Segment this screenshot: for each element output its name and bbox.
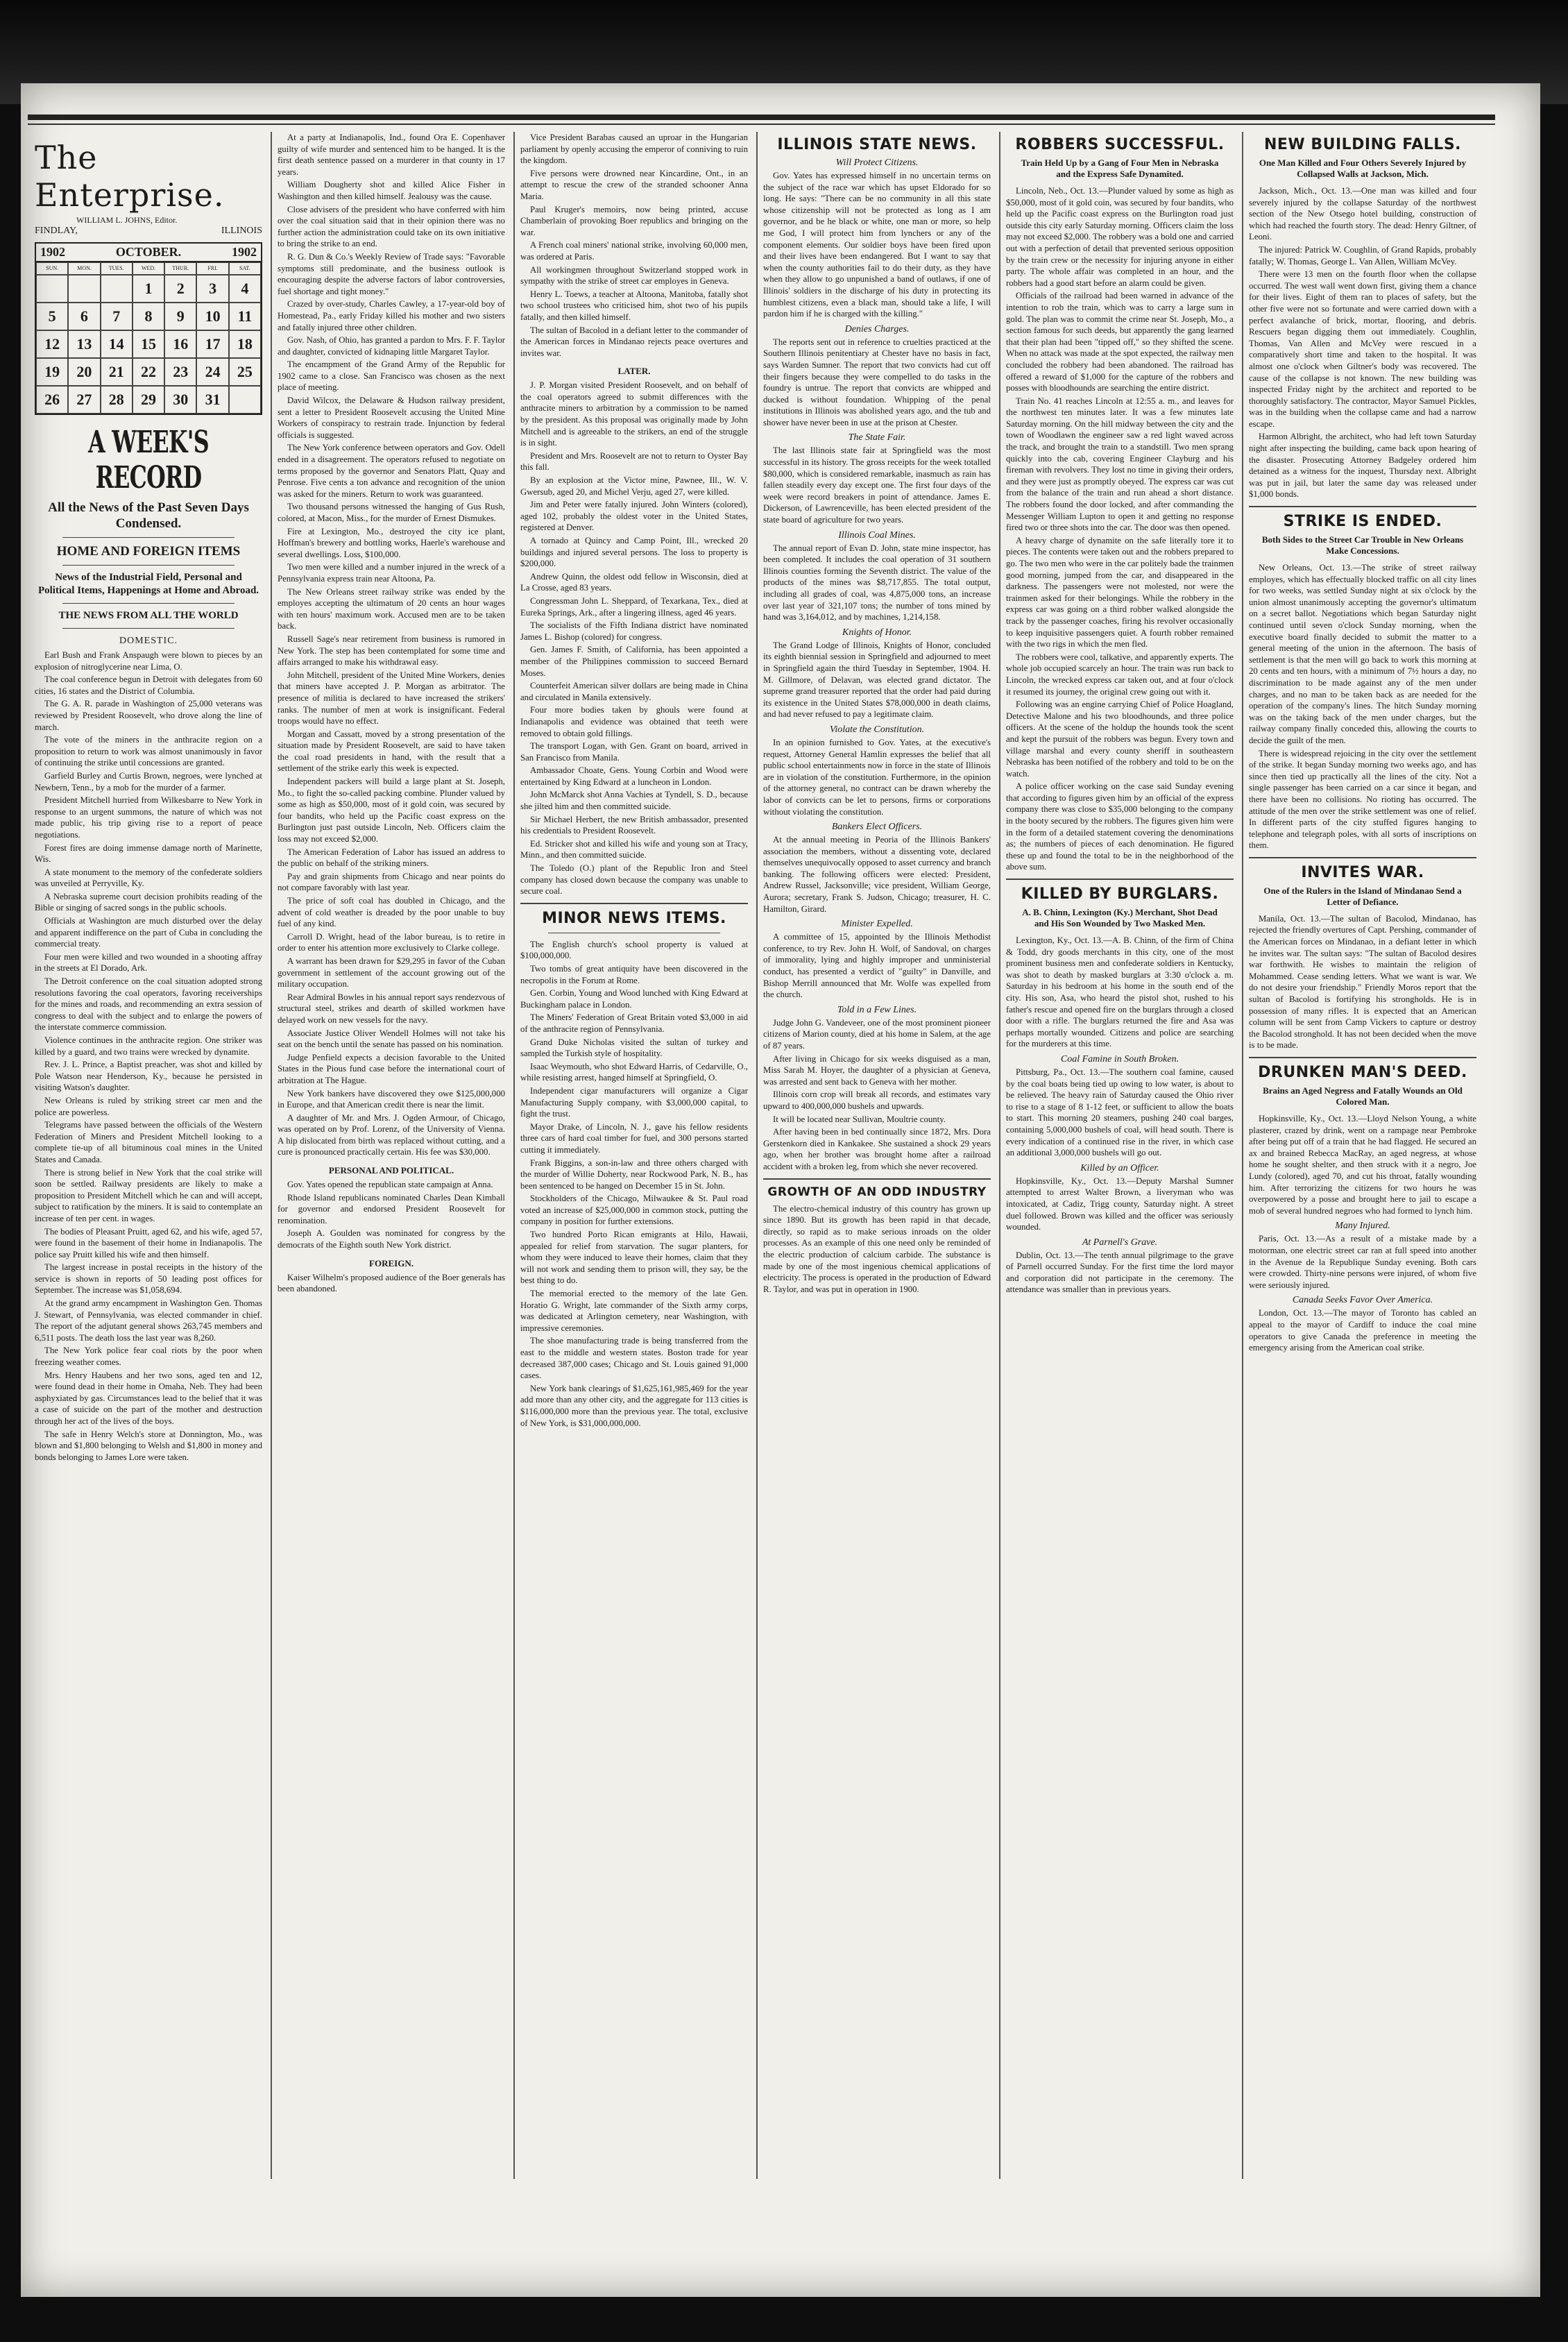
calendar-day-cell: 3 [196,275,228,303]
column-2 [278,132,505,2186]
personal-paragraphs [278,1179,505,1251]
illinois-paragraphs-3 [763,445,991,525]
article-paragraph: Two thousand persons witnessed the hanging of Gus Rush, colored, at Macon, Miss., for the murder of Ernest Dismukes. [278,502,505,523]
article-paragraph: Four more bodies taken by ghouls were found at Indianapolis and evidence was obtained that teeth were removed to obtain gold fillings. [520,705,748,738]
divider [1249,857,1476,858]
coal-famine-paragraphs [1006,1067,1234,1159]
article-paragraph: The New Orleans street railway strike was ended by the employes accepting the ultimatum of 20 cents an hour wages with ten hours' maximum work. Accused men are to be taken back. [278,586,505,631]
article-paragraph: After living in Chicago for six weeks disguised as a man, Miss Sarah M. Hoyer, the daughter of a physician at Geneva, was arrested and sent back to Geneva with her mother. [763,1053,991,1087]
calendar-day-cell: 2 [164,275,196,303]
article-paragraph: Hopkinsville, Ky., Oct. 13.—Lloyd Nelson Young, a white plasterer, crazed by drink, went on a rampage near Pembroke after being put off of a train that he had flagged. He secured an ax and brained Rebecca MacRay, an aged negress, at whose home he sought shelter, and then struck with it a negro, Joe Lundy (colored), aged 70, and cut his throat, fatally wounding him. After terrorizing the citizens for two hours he was overpowered by a posse and brought here to jail to escape a mob of several hundred negroes who had formed to lynch him. [1249,1114,1476,1216]
calendar-day-cell: 8 [133,303,164,330]
calendar-day-cell: 20 [68,358,100,386]
article-paragraph: The Toledo (O.) plant of the Republic Iron and Steel company has closed down because the company was unable to secure coal. [520,863,748,897]
later-heading: LATER. [617,366,651,377]
article-paragraph: Sir Michael Herbert, the new British ambassador, presented his credentials to President Roosevelt. [520,814,748,836]
divider [62,603,235,604]
column-divider [756,132,758,2179]
calendar-day-cell: 29 [133,386,164,414]
article-paragraph: Forest fires are doing immense damage north of Marinette, Wis. [35,842,262,865]
article-paragraph: R. G. Dun & Co.'s Weekly Review of Trade says: "Favorable symptoms still predominate, and the business outlook is encouraging despite the adverse factors of labor controversies, fuel shortage and tight money." [278,251,505,296]
column-divider [513,132,515,2179]
article-paragraph: Crazed by over-study, Charles Cawley, a 17-year-old boy of Homestead, Pa., early Friday killed his mother and two sisters and fatally injured three other children. [278,299,505,332]
minor-paragraphs [520,939,748,1429]
article-paragraph: New York bank clearings of $1,625,161,985,469 for the year add more than any other city, and the aggregate for 113 cities is $116,000,000 more than the previous year. The total, exclusive of New York, is $31,000,000,000. [520,1383,748,1428]
col2-paragraphs [278,132,505,1158]
subhead-bankers: Bankers Elect Officers. [831,822,923,833]
calendar-day-cell [101,275,133,303]
strike-ended-heading: STRIKE IS ENDED. [1283,513,1442,531]
article-paragraph: The New York police fear coal riots by the poor when freezing weather comes. [35,1346,262,1368]
calendar-day-name: WED. [133,262,164,275]
canada-paragraphs [1249,1307,1476,1353]
article-paragraph: A committee of 15, appointed by the Illinois Methodist conference, to try Rev. John H. Wolf, of Sandoval, on charges of immorality, lying and highly improper and unministerial conduct, has presented a verdict of "guilty" in Danville, and Bishop Merrill announced that Mr. Wolfe was expelled from the church. [763,932,991,1000]
weeks-record-headline: A WEEK'S RECORD [88,425,209,495]
article-paragraph: The safe in Henry Welch's store at Donnington, Mo., was blown and $1,800 belonging to Welsh and $1,800 in money and bonds belonging to James Lore were taken. [35,1429,262,1462]
article-paragraph: John Mitchell, president of the United Mine Workers, denies that miners have accepted J. P. Morgan as arbitrator. The presence of militia is declared to have increased the strikers' ranks. The number of men at work is insignificant. Federal troops would have no effect. [278,670,505,727]
calendar-day-name: TUES. [101,262,133,275]
article-paragraph: Carroll D. Wright, head of the labor bureau, is to retire in order to enter his attention more exclusively to Clarke college. [278,931,505,953]
article-paragraph: There were 13 men on the fourth floor when the collapse occurred. The west wall went down first, giving them a chance for their lives. Eight of them ran to places of safety, but the other five were not so fortunate and were carried down with a perfect avalanche of brick, mortar, flooring, and debris. Rescuers began digging them out immediately. Coughlin, Thomas, Van Allen and McVey were rescued in a comparatively short time and taken to the hospital. It was almost one o'clock when Giltner's body was recovered. The cause of the collapse is not known. The new building was inspected Friday night by the architect and reported to be thoroughly satisfactory. The contractor, Mayor Samuel Pickles, was in the building when the collapse came and had a narrow escape. [1249,269,1476,429]
article-paragraph: Manila, Oct. 13.—The sultan of Bacolod, Mindanao, has rejected the friendly overtures of Capt. Pershing, commander of the American forces on Mindanao, in a defiant letter in which he invites war. The sultan says: "The sultan of Bacolod desires war forthwith. He wishes to maintain the religion of Mohammed. Cease sending letters. What we want is war. We do not desire your friendship." Friendly Moros report that the sultan of Bacolod is fortifying his strongholds. He is in possession of many rifles. It is expected that an American column will be sent from Camp Vickers to capture or destroy the Bacolod stronghold. It has not been decided when the move is to be made. [1249,913,1476,1051]
article-paragraph: Mayor Drake, of Lincoln, N. J., gave his fellow residents three cars of hard coal timber for fuel, and 300 persons started cutting it immediately. [520,1121,748,1155]
odd-industry-heading: GROWTH OF AN ODD INDUSTRY [767,1185,987,1199]
top-rule-thin [28,124,1495,125]
drunken-man-heading: DRUNKEN MAN'S DEED. [1258,1064,1467,1081]
divider [62,537,235,538]
article-paragraph: The sultan of Bacolod in a defiant letter to the commander of the American forces in Mindanao rejects peace overtures and invites war. [520,325,748,358]
war-paragraphs [1249,913,1476,1051]
col1-paragraphs [35,650,262,1463]
article-paragraph: New York bankers have discovered they owe $125,000,000 in Europe, and that American credit there is near the limit. [278,1088,505,1110]
article-paragraph: A state monument to the memory of the confederate soldiers was unveiled at Perryville, Ky. [35,867,262,889]
subhead-coal-mines: Illinois Coal Mines. [838,529,916,541]
article-paragraph: John McMarck shot Anna Vachies at Tyndell, S. D., because she jilted him and then committed suicide. [520,790,748,812]
article-paragraph: A police officer working on the case said Sunday evening that according to figures given him by an official of the express company there was close to $35,000 belonging to the company in the booty secured by the robbers. The figures given him were in the form of a detailed statement covering the denominations as; the numbers of pieces of each denomination. He figured these up and found the total to be in the neighborhood of the above sum. [1006,781,1234,872]
article-paragraph: A Nebraska supreme court decision prohibits reading of the Bible or singing of sacred songs in the public schools. [35,891,262,913]
building-falls-heading: NEW BUILDING FALLS. [1263,136,1462,153]
article-paragraph: Gov. Yates has expressed himself in no uncertain terms on the subject of the race war which has upset Eldorado for so long. He says: "There can be no community in all this state whose citizenship will not be protected as long as I am governor, and be he black or white, one man or more, so help me God, I will protect him from lynchers or any of the component elements. Our soldier boys have been fired upon and their lives have been endangered. But I want to say that when the county authorities fail to do their duty, as they have when they allow to go unpunished a band of outlaws, if one of Illinois' soldiers in the discharge of his duty in protecting its humblest citizens, even a black man, should take a life, I will pardon him if he is charged with the killing." [763,171,991,319]
illinois-paragraphs-1 [763,170,991,320]
article-paragraph: Isaac Weymouth, who shot Edward Harris, of Cedarville, O., while resisting arrest, hanged himself at Springfield, O. [520,1061,748,1083]
calendar-day-name: SUN. [36,262,68,275]
article-paragraph: A French coal miners' national strike, involving 60,000 men, was ordered at Paris. [520,240,748,262]
subhead-few-lines: Told in a Few Lines. [837,1004,917,1015]
article-paragraph: Judge John G. Vandeveer, one of the most prominent pioneer citizens of Marion county, died at his home in Salem, at the age of 87 years. [763,1017,991,1051]
article-paragraph: New Orleans, Oct. 13.—The strike of street railway employes, which has effectually blocked traffic on all city lines for two weeks, was settled Sunday night at six o'clock by the union almost unanimously accepting the governor's ultimatum on a secret ballot. Negotiations which began Saturday night continued until seven o'clock Sunday morning, when the executive board finally decided to submit the matter to a general meeting of the union in the afternoon. The basis of settlement is that the men will go back to work this morning at 20 cents and ten hours, with a minimum of 7½ hours a day, no discrimination to be made against any of the men under charges, and no man to be taken back as are needed for the operation of the company's lines. The hitch Sunday morning was on the taking back of the men under charges, but the railway company finally conceded this, allowing the courts to decide the guilt of the men. [1249,563,1476,745]
killed-by-burglars-subhead: A. B. Chinn, Lexington (Ky.) Merchant, Shot Dead and His Son Wounded by Two Masked Men. [1022,907,1218,929]
article-paragraph: Joseph A. Goulden was nominated for congress by the democrats of the Eighth south New York district. [278,1228,505,1250]
calendar-day-cell: 31 [196,386,228,414]
article-paragraph: The Detroit conference on the coal situation adopted strong resolutions favoring the coal operators, favoring receiverships for the mines and roads, and recommending an extra session of congress to deal with the subject and to enlarge the powers of the interstate commerce commission. [35,976,262,1033]
article-paragraph: Stockholders of the Chicago, Milwaukee & St. Paul road voted an increase of $25,000,000 in common stock, putting the company in position for further extensions. [520,1194,748,1227]
calendar-day-cell [68,275,100,303]
column-1 [35,132,262,2186]
minor-news-heading: MINOR NEWS ITEMS. [542,909,726,927]
calendar-day-cell: 19 [36,358,68,386]
foreign-paragraphs [278,1272,505,1295]
calendar-day-cell: 17 [196,330,228,358]
article-paragraph: The G. A. R. parade in Washington of 25,000 veterans was reviewed by President Roosevelt, who drove along the line of march. [35,699,262,732]
article-paragraph: The encampment of the Grand Army of the Republic for 1902 came to a close. San Francisco was chosen as the next place of meeting. [278,359,505,393]
article-paragraph: Following was an engine carrying Chief of Police Hoagland, Detective Malone and his two bloodhounds, and three police officers. At the scene of the holdup the hounds took the scent and kept the pursuit of the robbers was begun. Every town and village marshal and every county sheriff in southeastern Nebraska has been notified of the robbery and told to be on the watch. [1006,699,1234,779]
article-paragraph: Four men were killed and two wounded in a shooting affray in the streets at El Dorado, Ark. [35,951,262,974]
robbers-subhead: Train Held Up by a Gang of Four Men in Nebraska and the Express Safe Dynamited. [1021,158,1219,179]
article-paragraph: Pittsburg, Pa., Oct. 13.—The southern coal famine, caused by the coal boats being tied up owing to low water, is about to be relieved. The heavy rain of Saturday caused the Ohio river to rise to a stage of 8 1-12 feet, or sufficient to allow the boats to start. This morning 20 steamers, pushing 240 coal barges, containing 5,000,000 bushels of coal, will head south. There is every indication of a continued rise in the river, in which case an additional 3,000,000 bushels will go out. [1006,1067,1234,1158]
odd-industry-paragraphs [763,1203,991,1296]
calendar-day-cell: 24 [196,358,228,386]
column-divider [271,132,272,2179]
article-paragraph: J. P. Morgan visited President Roosevelt, and on behalf of the coal operators agreed to submit differences with the anthracite miners to arbitration by a commission to be named by the president. As this proposal was originally made by John Mitchell and is agreeable to the strikers, an end of the struggle is in sight. [520,380,748,448]
article-paragraph: A daughter of Mr. and Mrs. J. Ogden Armour, of Chicago, was operated on by Prof. Lorenz, of the University of Vienna. A hip dislocated from birth was replaced without cutting, and a cure is pronounced practically certain. His fee was $30,000. [278,1112,505,1157]
article-paragraph: The price of soft coal has doubled in Chicago, and the advent of cold weather is dreaded by the poor unable to buy fuel of any kind. [278,896,505,929]
article-paragraph: After having been in bed continually since 1872, Mrs. Dora Gerstenkorn died in Kankakee. She sustained a shock 29 years ago, when her brother was brought home after a railroad accident with a broken leg, from which she never recovered. [763,1127,991,1171]
article-paragraph: Illinois corn crop will break all records, and estimates vary upward to 400,000,000 bushels and upwards. [763,1089,991,1111]
section-heading: THE NEWS FROM ALL THE WORLD [58,610,239,621]
calendar-day-cell: 5 [36,303,68,330]
article-paragraph: Gov. Nash, of Ohio, has granted a pardon to Mrs. F. F. Taylor and daughter, convicted of kidnaping little Margaret Taylor. [278,335,505,357]
article-paragraph: The coal conference begun in Detroit with delegates from 60 cities, 16 states and the District of Columbia. [35,674,262,696]
article-paragraph: The shoe manufacturing trade is being transferred from the east to the middle and western states. Boston trade for year decreased 387,000 cases; Chicago and St. Louis gained 91,000 cases. [520,1336,748,1381]
article-paragraph: There is widespread rejoicing in the city over the settlement of the strike. It began Sunday morning two weeks ago, and has since then tied up practically all the lines of the city. Not a single passenger has been carried on a car since it began, and there have been no collisions. No rioting has occurred. The attitude of the men over the strike settlement was one of relief. In different parts of the city stuffed figures hanging to telephone and telegraph poles, with all sorts of inscriptions on them. [1249,748,1476,851]
article-paragraph: New Orleans is ruled by striking street car men and the police are powerless. [35,1095,262,1117]
article-paragraph: Train No. 41 reaches Lincoln at 12:55 a. m., and leaves for the northwest ten minutes later. It was a few minutes late Saturday morning. On the hill midway between the city and the town of Woodlawn the engineer saw a red light waved across the track, and brought the train to a standstill. Two men sprang quickly into the cab, covering Engineer Clayburg and his fireman with revolvers. They lost no time in giving their orders, and they were just as promptly obeyed. The express car was cut from the balance of the train and run ahead a short distance. The robbers found the door locked, and after commanding the Messenger William Lupton to open it and getting no response fired two or three shots into the car. The door was then opened. [1006,396,1234,533]
foreign-heading: FOREIGN. [369,1257,414,1268]
article-paragraph: Rear Admiral Bowles in his annual report says rendezvous of structural steel, strikes and dearth of skilled workmen have delayed work on new vessels for the navy. [278,992,505,1025]
calendar-day-cell: 10 [196,303,228,330]
article-paragraph: All workingmen throughout Switzerland stopped work in sympathy with the strike of street car employes in Geneva. [520,264,748,287]
col3-paragraphs [520,132,748,359]
article-paragraph: At the annual meeting in Peoria of the Illinois Bankers' association the members, without a dissenting vote, declared themselves unequivocally opposed to asset currency and branch banking. The following officers were elected: President, Andrew Russel, Jacksonville; vice president, William George, Aurora; secretary, Frank S. Judson, Chicago; treasurer, H. C. Hamilton, Girard. [763,835,991,914]
invites-war-subhead: One of the Rulers in the Island of Mindanao Send a Letter of Defiance. [1263,885,1462,907]
divider [62,628,235,629]
article-paragraph: Gov. Yates opened the republican state campaign at Anna. [287,1180,493,1190]
article-paragraph: The largest increase in postal receipts in the history of the service is shown in reports of 50 leading post offices for September. The increase was $1,058,694. [35,1262,262,1296]
subhead-protect-citizens: Will Protect Citizens. [835,158,919,168]
illinois-paragraphs-7 [763,834,991,915]
article-paragraph: Pay and grain shipments from Chicago and near points do not compare favorably with last year. [278,871,505,893]
subhead-canada: Canada Seeks Favor Over America. [1292,1295,1433,1306]
masthead-place [35,226,262,237]
article-paragraph: The bodies of Pleasant Pruitt, aged 62, and his wife, aged 57, were found in the basement of their home in Indianapolis. The police say Pruitt killed his wife and then himself. [35,1226,262,1259]
calendar [35,242,262,415]
article-paragraph: Paris, Oct. 13.—As a result of a mistake made by a motorman, one electric street car ran at full speed into another in the Avenue de la Republique Sunday evening. Both cars were crowded. Thirty-nine persons were injured, of whom five were seriously injured. [1249,1234,1476,1290]
calendar-day-cell: 14 [101,330,133,358]
article-paragraph: Close advisers of the president who have conferred with him over the coal situation said that in their opinion there was no further action the administration could take on its own initiative to bring the strike to an end. [278,204,505,249]
article-paragraph: Rhode Island republicans nominated Charles Dean Kimball for governor and endorsed President Roosevelt for renomination. [278,1192,505,1225]
subhead-violate-constitution: Violate the Constitution. [829,724,925,735]
article-paragraph: Gen. James F. Smith, of California, has been appointed a member of the Philippines commission to succeed Bernard Moses. [520,645,748,678]
article-paragraph: The Miners' Federation of Great Britain voted $3,000 in aid of the anthracite region of Pennsylvania. [520,1012,748,1034]
article-paragraph: Judge Penfield expects a decision favorable to the United States in the Pious fund case before the international court of arbitration at The Hague. [278,1052,505,1085]
article-paragraph: Dublin, Oct. 13.—The tenth annual pilgrimage to the grave of Parnell occurred Sunday. For the first time the lord mayor and corporation did not participate in the ceremony. The attendance was smaller than in previous years. [1006,1250,1234,1295]
article-paragraph: The American Federation of Labor has issued an address to the public on behalf of the striking miners. [278,847,505,869]
calendar-day-cell: 30 [164,386,196,414]
column-3 [520,132,748,2186]
illinois-news-heading: ILLINOIS STATE NEWS. [777,136,977,153]
article-paragraph: A warrant has been drawn for $29,295 in favor of the Cuban government in settlement of the account growing out of the military occupation. [278,956,505,990]
article-paragraph: In an opinion furnished to Gov. Yates, at the executive's request, Attorney General Hamlin expresses the belief that all public school entertainments now in force in the state of Illinois are in violation of the constitution. Furthermore, in the opinion of the attorney general, no contract can be drawn whereby the labor of convicts can be let to persons, firms or corporations without violating the constitution. [763,737,991,817]
calendar-day-name: SAT. [229,262,261,275]
domestic-label: DOMESTIC. [119,636,178,646]
divider [1006,879,1234,880]
calendar-day-cell: 28 [101,386,133,414]
calendar-day-cell: 11 [229,303,261,330]
deck-1: All the News of the Past Seven Days Condensed. [48,500,249,531]
article-paragraph: David Wilcox, the Delaware & Hudson railway president, sent a letter to President Roosevelt accusing the United Mine Workers of conspiracy to restrain trade. Injunction by federal officials is suggested. [278,396,505,440]
article-paragraph: Grand Duke Nicholas visited the sultan of turkey and sampled the Turkish style of hospitality. [520,1037,748,1059]
invites-war-heading: INVITES WAR. [1301,863,1424,881]
illinois-paragraphs-2 [763,337,991,429]
article-paragraph: The New York conference between operators and Gov. Odell ended in a disagreement. The operators refused to negotiate on terms proposed by the governor and Senators Platt, Quay and Penrose. Five cents a ton advance and recognition of the union was asked for the miners. Return to work was guaranteed. [278,443,505,499]
article-paragraph: Two tombs of great antiquity have been discovered in the necropolis in the Forum at Rome. [520,964,748,985]
article-paragraph: Two men were killed and a number injured in the wreck of a Pennsylvania express train near Altoona, Pa. [278,562,505,584]
article-paragraph: Independent packers will build a large plant at St. Joseph, Mo., to fight the so-called packing combine. Plunder valued by some as high as $50,000, most of it gold coin, was secured by four bandits, who held up the Pacific coast express on the Burlington just past outside Lincoln, Neb. Officers claim the loss may not exceed $2,000. [278,777,505,845]
masthead-editor: WILLIAM L. JOHNS, Editor. [76,215,178,225]
masthead-state: ILLINOIS [221,226,262,236]
article-paragraph: Officials at Washington are much disturbed over the delay and apparent indifference on the part of Cuba in concluding the commercial treaty. [35,916,262,949]
deck-3: News of the Industrial Field, Personal and Political Items, Happenings at Home and Abroad. [37,572,259,596]
burglars-paragraphs [1006,935,1234,1050]
column-4 [763,132,991,2186]
subhead-killed-by-officer: Killed by an Officer. [1080,1162,1159,1173]
calendar-day-name: FRI. [196,262,228,275]
article-paragraph: Paul Kruger's memoirs, now being printed, accuse Chamberlain of provoking Boer republics and bringing on the war. [520,204,748,237]
calendar-day-name: THUR. [164,262,196,275]
personal-political-heading: PERSONAL AND POLITICAL. [328,1165,454,1176]
calendar-day-name: MON. [68,262,100,275]
top-rule [28,114,1495,120]
article-paragraph: Ed. Stricker shot and killed his wife and young son at Tracy, Minn., and then committed suicide. [520,838,748,860]
article-paragraph: President Mitchell hurried from Wilkesbarre to New York in response to an urgent summons, the nature of which was not made public, his trip giving rise to a report of peace negotiations. [35,795,262,840]
illinois-paragraphs-4 [763,543,991,623]
injured-paragraphs [1249,1233,1476,1291]
calendar-day-cell [36,275,68,303]
calendar-day-cell: 26 [36,386,68,414]
article-paragraph: The memorial erected to the memory of the late Gen. Horatio G. Wright, late commander of the Sixth army corps, was dedicated at Arlington cemetery, near Washington, with impressive ceremonies. [520,1289,748,1333]
article-paragraph: Five persons were drowned near Kincardine, Ont., in an attempt to rescue the crew of the stranded schooner Anna Maria. [520,168,748,201]
calendar-day-cell: 21 [101,358,133,386]
divider [62,565,235,566]
calendar-header [36,244,261,262]
masthead-town: FINDLAY, [35,226,78,236]
calendar-day-cell: 22 [133,358,164,386]
building-paragraphs [1249,185,1476,500]
drunken-man-subhead: Brains an Aged Negress and Fatally Wounds an Old Colored Man. [1263,1085,1463,1107]
article-paragraph: There is strong belief in New York that the coal strike will soon be settled. Railway presidents are likely to make a proposition to President Mitchell which he can and will accept, subject to ratification by the miners. It is said to contemplate an increase of ten per cent. in wages. [35,1167,262,1223]
column-6 [1249,132,1476,2186]
divider [763,1178,991,1180]
article-paragraph: Andrew Quinn, the oldest odd fellow in Wisconsin, died at La Crosse, aged 83 years. [520,571,748,593]
illinois-paragraphs-9 [763,1017,991,1173]
article-paragraph: Henry L. Toews, a teacher at Altoona, Manitoba, fatally shot two school trustees who criticised him, shot two of his pupils fatally, and then killed himself. [520,289,748,322]
article-paragraph: Earl Bush and Frank Anspaugh were blown to pieces by an explosion of nitroglycerine near Lima, O. [35,650,262,672]
article-paragraph: Vice President Barabas caused an uproar in the Hungarian parliament by openly accusing the emperor of conniving to ruin the kingdom. [520,133,748,166]
robbers-paragraphs [1006,185,1234,873]
strike-paragraphs [1249,562,1476,851]
article-paragraph: At a party at Indianapolis, Ind., found Ora E. Copenhaver guilty of wife murder and sentenced him to be hanged. It is the first death sentence passed on a murderer in that county in 17 years. [278,133,505,177]
subhead-knights-of-honor: Knights of Honor. [842,627,912,638]
subhead-denies-charges: Denies Charges. [844,323,910,334]
article-paragraph: London, Oct. 13.—The mayor of Toronto has cabled an appeal to the mayor of Cardiff to induce the coal mine operators to give Canada the preference in meeting the emergency arising from the American coal strike. [1249,1308,1476,1353]
article-paragraph: Lexington, Ky., Oct. 13.—A. B. Chinn, of the firm of China & Todd, dry goods merchants in this city, one of the most prominent business men and confederate soldiers in Kentucky, was shot to death by masked burglars at 3:30 o'clock a. m. Saturday in his bedroom at his home in the south end of the city. His son, Asa, who heard the pistol shot, rushed to his father's rescue and opened fire on the burglars through a closed door with a rifle. The burglars returned the fire and Asa was perhaps mortally wounded. Citizens and police are searching for the murderers at this time. [1006,935,1234,1049]
article-paragraph: The transport Logan, with Gen. Grant on board, arrived in San Francisco from Manila. [520,741,748,763]
article-paragraph: It will be located near Sullivan, Moultrie county. [773,1114,946,1124]
article-paragraph: By an explosion at the Victor mine, Pawnee, Ill., W. V. Gwersub, aged 20, and Michel Verju, aged 27, were killed. [520,475,748,497]
calendar-day-cell [229,386,261,414]
calendar-day-cell: 6 [68,303,100,330]
article-paragraph: The Grand Lodge of Illinois, Knights of Honor, concluded its eighth biennial session in Springfield and adjourned to meet in Springfield again the third Tuesday in September, 1904. H. M. Gillmore, of Delavan, was elected grand dictator. The supreme grand treasurer reported that the order had paid during its existence in the United States $78,000,000 in death claims, and had never refused to pay a legitimate claim. [763,640,991,720]
divider [1249,1057,1476,1058]
calendar-day-cell: 12 [36,330,68,358]
article-paragraph: Jim and Peter were fatally injured. John Winters (colored), aged 102, probably the oldest voter in the United States, registered at Denver. [520,500,748,533]
strike-ended-subhead: Both Sides to the Street Car Trouble in New Orleans Make Concessions. [1261,534,1464,557]
subhead-parnell: At Parnell's Grave. [1082,1237,1158,1248]
article-paragraph: President and Mrs. Roosevelt are not to return to Oyster Bay this fall. [520,450,748,473]
article-paragraph: Fire at Lexington, Mo., destroyed the city ice plant, Hoffman's brewery and bottling works, Haerle's warehouse and several dwellings. Loss, $100,000. [278,526,505,559]
article-paragraph: Garfield Burley and Curtis Brown, negroes, were lynched at Newbern, Tenn., by a mob for the murder of a farmer. [35,770,262,792]
article-paragraph: Frank Biggins, a son-in-law and three others charged with the murder of Willie Doherty, near Rockwood Park, N. B., has been sentenced to be hanged on December 15 in St. John. [520,1157,748,1191]
calendar-grid [36,262,261,414]
article-paragraph: Officials of the railroad had been warned in advance of the intention to rob the train, which was to carry a large sum in gold. The plan was to commit the crime near St. Joseph, Mo., a section famous for such deeds, but apparently the gang learned that their plan had been "tipped off," so they shifted the scene. When no attack was made at the spot expected, the railway men concluded the robbery had been abandoned. The railroad has offered a reward of $1,000 for the capture of the robbers and posses with bloodhounds are searching the entire district. [1006,291,1234,393]
article-paragraph: Rev. J. L. Prince, a Baptist preacher, was shot and killed by Pole Watson near Henderson, Ky., because he persisted in visiting Watson's daughter. [35,1060,262,1093]
article-paragraph: Gen. Corbin, Young and Wood lunched with King Edward at Buckingham palace in London. [520,988,748,1010]
subhead-minister-expelled: Minister Expelled. [841,919,913,930]
article-paragraph: Violence continues in the anthracite region. One striker was killed by a guard, and two trains were wrecked by dynamite. [35,1035,262,1057]
calendar-year-right: 1902 [231,245,257,259]
article-paragraph: The English church's school property is valued at $100,000,000. [520,939,748,961]
article-paragraph: The electro-chemical industry of this country has grown up since 1890. But its growth has been rapid in that decade, directly, so rapid as to make serious inroads on the older processes. As an example of this one need only be reminded of the electric production of calcium carbide. The substance is made by one of the most ingenious chemical applications of electricity. The process is operated in the production of Edward R. Taylor, and was put in operation in 1900. [763,1203,991,1294]
calendar-day-cell: 25 [229,358,261,386]
killed-by-burglars-heading: KILLED BY BURGLARS. [1021,885,1219,903]
calendar-month: OCTOBER. [115,245,182,259]
calendar-day-cell: 9 [164,303,196,330]
article-paragraph: The vote of the miners in the anthracite region on a proposition to return to work was almost unanimously in favor of continuing the strike until concessions are granted. [35,735,262,768]
calendar-day-cell: 13 [68,330,100,358]
article-paragraph: At the grand army encampment in Washington Gen. Thomas J. Stewart, of Pennsylvania, was elected commander in chief. The report of the adjutant general shows 263,745 members and 6,511 posts. The death loss the last year was 8,260. [35,1298,262,1343]
article-paragraph: Mrs. Henry Haubens and her two sons, aged ten and 12, were found dead in their home in Omaha, Neb. They had been asphyxiated by gas. Circumstances lead to the belief that it was a case of suicide on the part of the mother and destruction through her act of the lives of the boys. [35,1370,262,1426]
article-paragraph: Jackson, Mich., Oct. 13.—One man was killed and four severely injured by the collapse Saturday of the northwest section of the New Otsego hotel building, construction of which had reached the fourth story. The dead: Henry Giltner, of Leoni. [1249,186,1476,242]
calendar-day-cell: 15 [133,330,164,358]
article-paragraph: Lincoln, Neb., Oct. 13.—Plunder valued by some as high as $50,000, most of it gold coin, was secured by four bandits, who held up the Pacific coast express on the Burlington road just outside this city early Saturday morning. Officers claim the loss may not exceed $2,000. The robbery was a bold one and carried out with a perfection of detail that prevented serious opposition by the train crew or the necessity for injuring anyone in either party. The whole affair was completed in an hour, and the robbers had a good start before an alarm could be given. [1006,186,1234,288]
article-paragraph: Associate Justice Oliver Wendell Holmes will not take his seat on the bench until the senate has passed on his nomination. [278,1028,505,1050]
article-paragraph: Hopkinsville, Ky., Oct. 13.—Deputy Marshal Sumner attempted to arrest Walter Brown, a liveryman who was intoxicated, at Cadiz, Trigg county, Saturday night. A street duel followed. Brown was killed and the officer was seriously wounded. [1006,1176,1234,1232]
building-falls-subhead: One Man Killed and Four Others Severely Injured by Collapsed Walls at Jackson, Mich. [1259,158,1467,179]
article-paragraph: The last Illinois state fair at Springfield was the most successful in its history. The gross receipts for the week totalled $80,000, which is considered remarkable, inasmuch as rain has fallen steadily every day except one. The first four days of the week were record breakers in point of attendance. James E. Dickerson, of Lawrenceville, has been elected president of the state board of agriculture for two years. [763,446,991,525]
article-paragraph: The socialists of the Fifth Indiana district have nominated James L. Bishop (colored) for congress. [520,620,748,642]
article-paragraph: Independent cigar manufacturers will organize a Cigar Manufacturing Supply company, with $3,000,000 capital, to fight the trust. [520,1085,748,1119]
calendar-day-cell: 16 [164,330,196,358]
drunken-paragraphs [1249,1113,1476,1216]
parnell-paragraphs [1006,1250,1234,1296]
article-paragraph: Two hundred Porto Rican emigrants at Hilo, Hawaii, appealed for relief from starvation. The sugar planters, for whom they were induced to leave their homes, claim that they will not work and sending them to prison will, they say, be the best thing to do. [520,1230,748,1286]
article-paragraph: William Dougherty shot and killed Alice Fisher in Washington and then killed himself. Jealousy was the cause. [278,180,505,201]
column-divider [999,132,1000,2179]
calendar-day-cell: 1 [133,275,164,303]
divider [520,903,748,904]
divider [1249,506,1476,507]
article-paragraph: Telegrams have passed between the officials of the Western Federation of Miners and President Mitchell looking to a complete tie-up of all bituminous coal mines in the United States and Canada. [35,1120,262,1164]
officer-paragraphs [1006,1176,1234,1233]
deck-2: HOME AND FOREIGN ITEMS [56,544,241,559]
article-paragraph: Counterfeit American silver dollars are being made in China and circulated in Manila extensively. [520,681,748,702]
article-paragraph: The reports sent out in reference to cruelties practiced at the Southern Illinois penitentiary at Chester have no basis in fact, says Warden Sumner. The report that two convicts had cut off their fingers because they were compelled to do tasks in the foundry is untrue. The report that convicts are whipped and ducked is without foundation. Whipping of the penal institutions in Illinois was abolished years ago, and the tub and shower have never been in use at the prison at Chester. [763,337,991,427]
calendar-day-cell: 27 [68,386,100,414]
article-paragraph: A heavy charge of dynamite on the safe literally tore it to pieces. The contents were taken out and the robbers prepared to go. The two men who were in the car politely bade the trainmen good morning, jumped from the car, and disappeared in the darkness. The passengers were not molested, nor were the trainmen asked for their belongings. While the robbery in the express car was going on a third robber walked alongside the track by the passenger coaches, firing his revolver occasionally to keep inquisitive passengers quiet. A fourth robber remained with the two rigs in which the men fled. [1006,535,1234,650]
later-paragraphs [520,380,748,897]
article-paragraph: Ambassador Choate, Gens. Young Corbin and Wood were entertained by King Edward at a luncheon in London. [520,765,748,787]
article-paragraph: The robbers were cool, talkative, and apparently experts. The whole job occupied scarcely an hour. The train was run back to Lincoln, the wrecked express car taken out, and at four o'clock it resumed its journey, the original crew going out with it. [1006,652,1234,697]
subhead-state-fair: The State Fair. [848,432,906,443]
illinois-paragraphs-8 [763,931,991,1001]
article-paragraph: Morgan and Cassatt, moved by a strong presentation of the situation made by President Roosevelt, are said to have taken the coal road presidents in hand, with the result that a settlement of the strike early this week is expected. [278,729,505,774]
article-paragraph: The injured: Patrick W. Coughlin, of Grand Rapids, probably fatally; W. Thomas, George L. Van Allen, William McVey. [1249,244,1476,266]
calendar-day-cell: 7 [101,303,133,330]
article-paragraph: The annual report of Evan D. John, state mine inspector, has been completed. It includes the coal operation of 31 southern Illinois counties forming the Seventh district. The value of the products of the mines was $8,717,855. The total output, including all grades of coal, was 4,875,000 tons, an increase over last year of 321,107 tons; the number of tons mined by hand was 3,164,012, and by machines, 1,214,158. [763,543,991,622]
article-paragraph: Congressman John L. Sheppard, of Texarkana, Tex., died at Eureka Springs, Ark., after a lingering illness, aged 46 years. [520,595,748,618]
article-paragraph: Kaiser Wilhelm's proposed audience of the Boer generals has been abandoned. [278,1272,505,1294]
column-5 [1006,132,1234,2186]
article-paragraph: A tornado at Quincy and Camp Point, Ill., wrecked 20 buildings and injured several persons. The loss to property is $200,000. [520,536,748,569]
robbers-heading: ROBBERS SUCCESSFUL. [1015,136,1225,153]
calendar-day-cell: 4 [229,275,261,303]
calendar-day-cell: 23 [164,358,196,386]
illinois-paragraphs-5 [763,640,991,720]
masthead-title: The Enterprise. [35,139,225,214]
article-paragraph: Harmon Albright, the architect, who had left town Saturday night after inspecting the building, came back upon hearing of the disaster. Prosecuting Attorney Badgeley ordered him detained as a witness for the inquest, Thursday next. Albright was put in jail, but later the same day was released under $1,000 bonds. [1249,432,1476,500]
column-divider [1242,132,1243,2179]
article-paragraph: Russell Sage's near retirement from business is rumored in New York. The step has been contemplated for some time and affairs arranged to make his withdrawal easy. [278,634,505,668]
subhead-many-injured: Many Injured. [1335,1221,1390,1232]
calendar-day-cell: 18 [229,330,261,358]
subhead-coal-famine: Coal Famine in South Broken. [1060,1053,1179,1064]
illinois-paragraphs-6 [763,737,991,817]
calendar-year-left: 1902 [40,245,65,259]
